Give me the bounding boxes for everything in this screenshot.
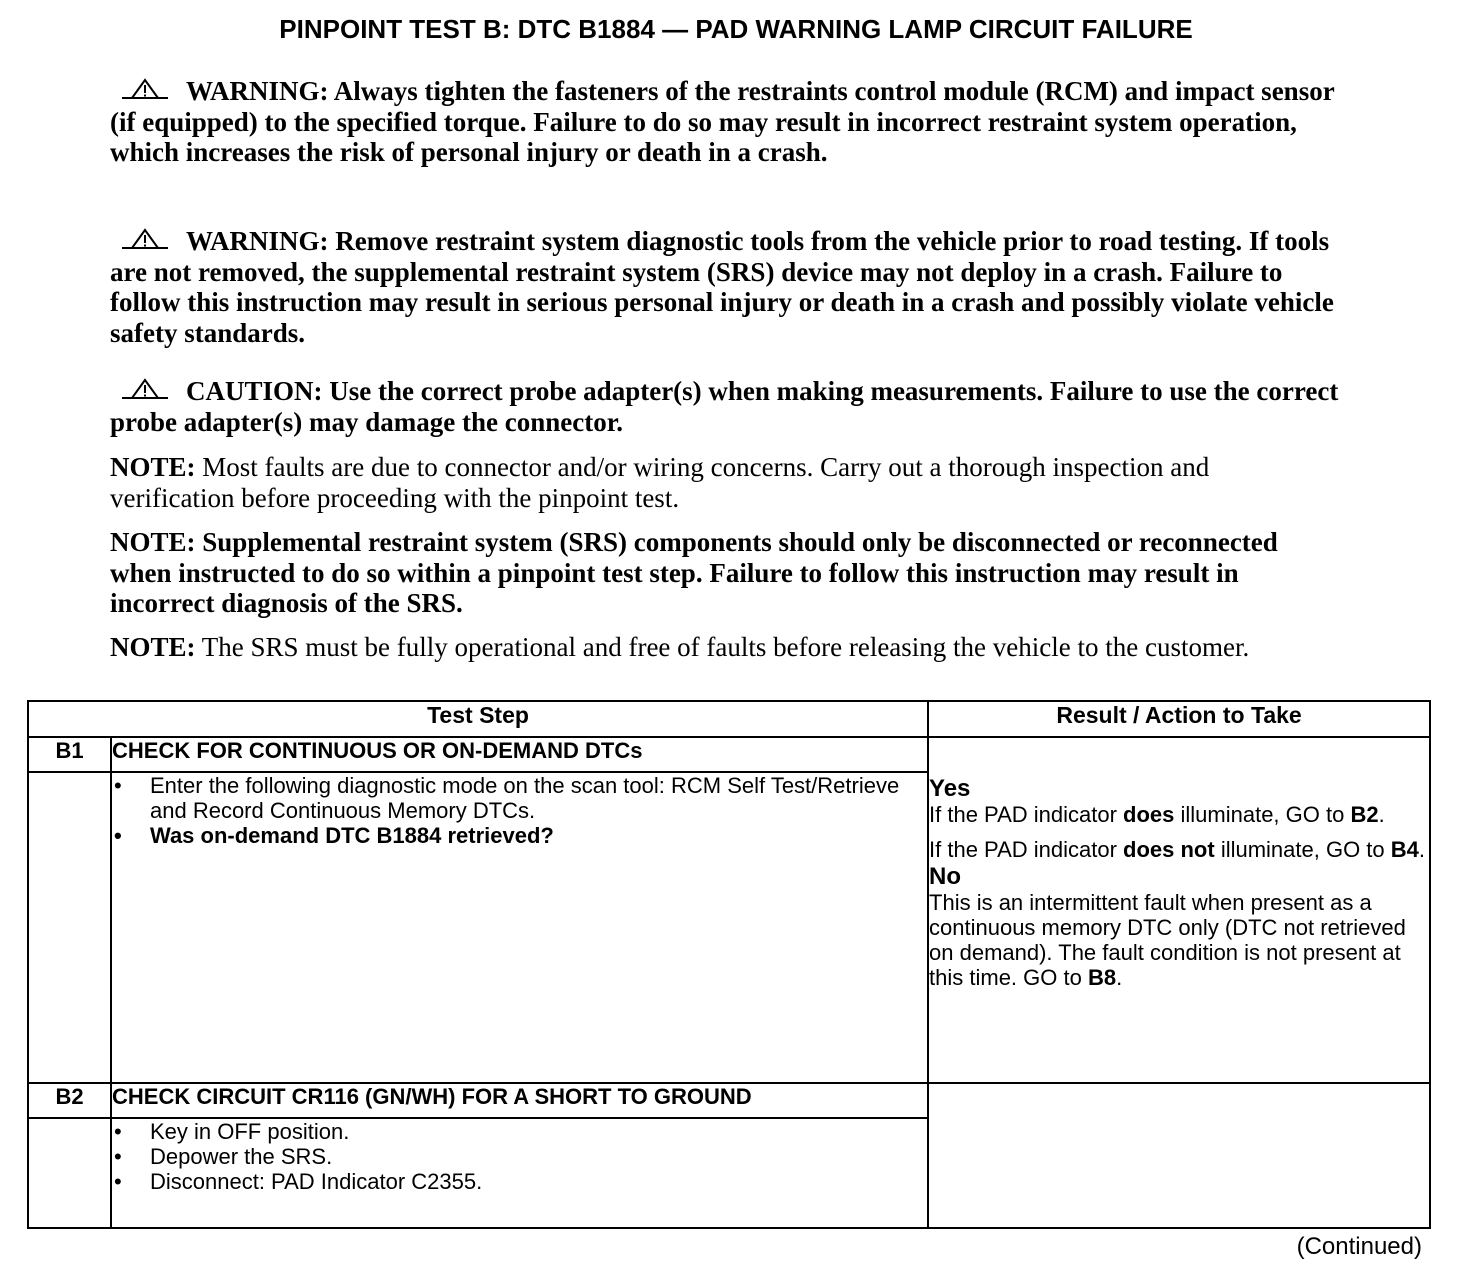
step-body (111, 1118, 928, 1228)
step-id-blank (28, 772, 111, 1083)
page-title: PINPOINT TEST B: DTC B1884 — PAD WARNING LAMP CIRCUIT FAILURE (279, 14, 1193, 44)
note-block (110, 632, 1340, 663)
warning-triangle-icon (120, 78, 170, 102)
note-label: NOTE: (110, 527, 196, 557)
step-result (928, 737, 1430, 1083)
step-bullet: • Key in OFF position. (112, 1119, 927, 1144)
warning-triangle-icon (120, 228, 170, 252)
warning-label: WARNING: (186, 76, 329, 106)
caution-label: CAUTION: (186, 376, 323, 406)
step-bullet: • Enter the following diagnostic mode on the scan tool: RCM Self Test/Retrieve and Record Continuous Memory DTCs. (112, 773, 927, 823)
table-row (28, 1083, 1430, 1118)
note-label: NOTE: (110, 452, 196, 482)
step-bullet: • Was on-demand DTC B1884 retrieved? (112, 823, 927, 848)
step-result (928, 1083, 1430, 1228)
note-text: The SRS must be fully operational and free of faults before releasing the vehicle to the customer. (201, 632, 1250, 662)
no-label: No (929, 863, 962, 890)
note-block (110, 527, 1310, 619)
note-text: Most faults are due to connector and/or wiring concerns. Carry out a thorough inspection and verification before proceeding with the pinpoint test. (110, 452, 1210, 513)
step-id: B2 (28, 1083, 111, 1118)
note-block (110, 452, 1220, 513)
warning-block (110, 76, 1350, 168)
step-title: CHECK CIRCUIT CR116 (GN/WH) FOR A SHORT TO GROUND (111, 1083, 928, 1118)
step-bullet: • Depower the SRS. (112, 1144, 927, 1169)
caution-text: Use the correct probe adapter(s) when making measurements. Failure to use the correct probe adapter(s) may damage the connector. (110, 376, 1339, 437)
goto-step-link[interactable]: B8 (1087, 965, 1117, 990)
step-id: B1 (28, 737, 111, 772)
warning-text: Always tighten the fasteners of the restraints control module (RCM) and impact sensor (if equipped) to the specified torque. Failure to do so may result in incorrect restraint system operation, which increases the risk of personal injury or death in a crash. (110, 76, 1335, 167)
result-header: Result / Action to Take (928, 701, 1430, 737)
result-text: This is an intermittent fault when present as a continuous memory DTC only (DTC not retrieved on demand). The fault condition is not present at this time. GO to B8. (929, 890, 1406, 990)
goto-step-link[interactable]: B2 (1350, 802, 1379, 827)
result-text: If the PAD indicator does illuminate, GO to B2. (929, 802, 1385, 827)
caution-block (110, 376, 1350, 437)
step-body (111, 772, 928, 1083)
goto-step-link[interactable]: B4 (1390, 837, 1419, 862)
warning-block (110, 226, 1350, 348)
continued-label: (Continued) (1296, 1233, 1422, 1260)
yes-label: Yes (929, 775, 971, 802)
pinpoint-test-table (27, 700, 1431, 1229)
step-title: CHECK FOR CONTINUOUS OR ON-DEMAND DTCs (111, 737, 928, 772)
warning-label: WARNING: (186, 226, 329, 256)
step-id-blank (28, 1118, 111, 1228)
note-label: NOTE: (110, 632, 196, 662)
table-row (28, 737, 1430, 772)
warning-triangle-icon (120, 378, 170, 402)
warning-text: Remove restraint system diagnostic tools from the vehicle prior to road testing. If tools are not removed, the supplemental restraint system (SRS) device may not deploy in a crash. Failure to follow this instruction may result in serious personal injury or death in a crash and possibly violate vehicle safety standards. (110, 226, 1334, 348)
test-step-header: Test Step (28, 701, 928, 737)
step-bullet: • Disconnect: PAD Indicator C2355. (112, 1169, 927, 1194)
result-text: If the PAD indicator does not illuminate, GO to B4. (929, 837, 1426, 862)
note-text: Supplemental restraint system (SRS) components should only be disconnected or reconnected when instructed to do so within a pinpoint test step. Failure to follow this instruction may result in incorrect diagnosis of the SRS. (110, 527, 1278, 618)
